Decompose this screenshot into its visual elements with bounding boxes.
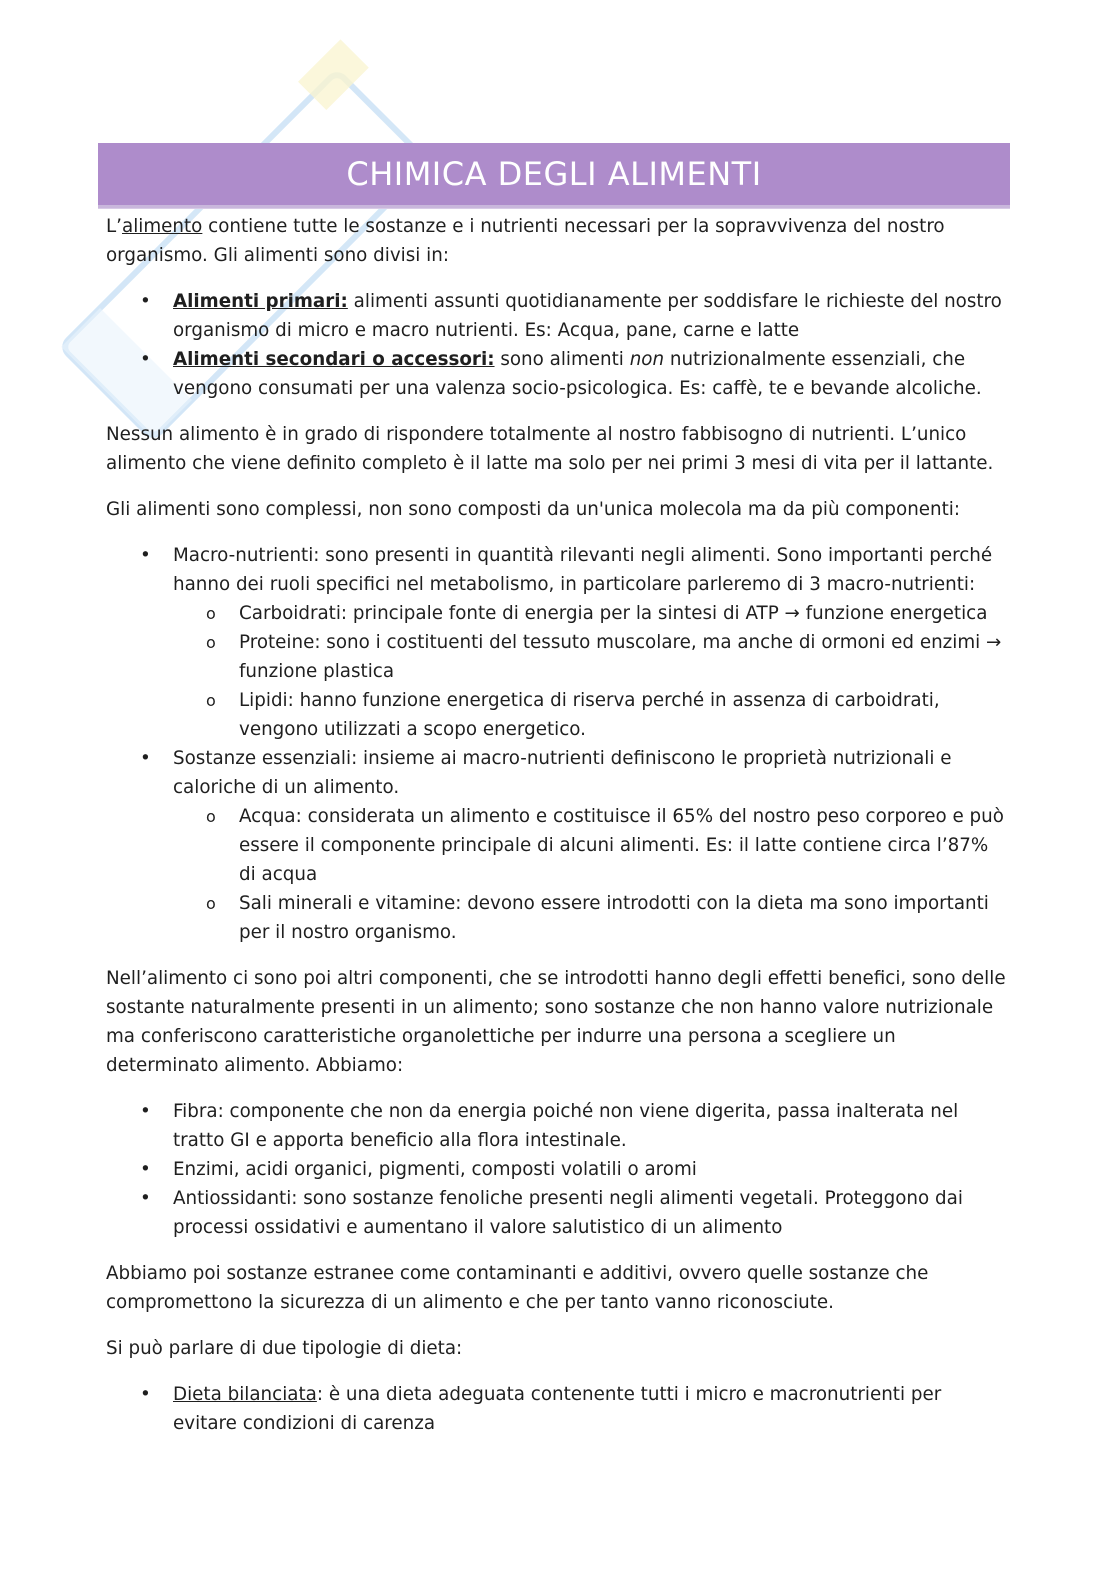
document-body: [106, 212, 1006, 1455]
macro-sublist: [173, 599, 1006, 744]
sublist-item: o Proteine: sono i costituenti del tessuto muscolare, ma anche di ormoni ed enzimi → funzione plastica: [106, 628, 1006, 686]
sublist-item: o Acqua: considerata un alimento e costituisce il 65% del nostro peso corporeo e può essere il componente principale di alcuni alimenti. Es: il latte contiene circa l’87% di acqua: [106, 802, 1006, 889]
definition-text: alimenti assunti quotidianamente per soddisfare le richieste del nostro organismo di micro e macro nutrienti. Es: Acqua, pane, carne e latte: [173, 291, 1002, 341]
paragraph-alimenti-complessi: Gli alimenti sono complessi, non sono composti da un'unica molecola ma da più componenti:: [106, 499, 961, 520]
list-item-essential: [106, 744, 1006, 947]
intro-text-rest: contiene tutte le sostanze e i nutrienti necessari per la sopravvivenza del nostro organismo. Gli alimenti sono divisi in:: [106, 216, 945, 266]
essential-text: Sostanze essenziali: insieme ai macro-nutrienti definiscono le proprietà nutrizionali e caloriche di un alimento.: [173, 748, 952, 798]
intro-underlined-term: alimento: [122, 216, 203, 237]
sublist-item: o Carboidrati: principale fonte di energia per la sintesi di ATP → funzione energetica: [106, 599, 1006, 628]
macro-text: Macro-nutrienti: sono presenti in quantità rilevanti negli alimenti. Sono importanti perché hanno dei ruoli specifici nel metabolismo, in particolare parleremo di 3 macro-nutrienti:: [173, 545, 993, 595]
essential-sublist: [173, 802, 1006, 947]
page-title: CHIMICA DEGLI ALIMENTI: [346, 155, 762, 193]
list-item: [106, 1380, 1006, 1438]
paragraph-tipologie-dieta: Si può parlare di due tipologie di dieta:: [106, 1338, 463, 1359]
food-types-list: [106, 287, 1006, 403]
list-item: • Enzimi, acidi organici, pigmenti, composti volatili o aromi: [106, 1155, 1006, 1184]
intro-paragraph: [106, 212, 1006, 270]
italic-word: non: [629, 349, 665, 370]
list-item: [106, 345, 1006, 403]
paragraph-nessun-alimento: Nessun alimento è in grado di rispondere totalmente al nostro fabbisogno di nutrienti. L’unico alimento che viene definito completo è il latte ma solo per nei primi 3 mesi di vita per il lattante.: [106, 424, 994, 474]
term-secondary-foods: Alimenti secondari o accessori:: [173, 349, 495, 370]
sublist-item: o Sali minerali e vitamine: devono essere introdotti con la dieta ma sono importanti per il nostro organismo.: [106, 889, 1006, 947]
definition-text: : è una dieta adeguata contenente tutti i micro e macronutrienti per evitare condizioni di carenza: [173, 1384, 942, 1434]
definition-text: nutrizionalmente essenziali, che vengono consumati per una valenza socio-psicologica. Es: caffè, te e bevande alcoliche.: [173, 349, 982, 399]
term-primary-foods: Alimenti primari:: [173, 291, 348, 312]
sublist-item: o Lipidi: hanno funzione energetica di riserva perché in assenza di carboidrati, vengono utilizzati a scopo energetico.: [106, 686, 1006, 744]
list-item: [106, 287, 1006, 345]
diet-list: [106, 1380, 1006, 1438]
paragraph-sostanze-estranee: Abbiamo poi sostanze estranee come contaminanti e additivi, ovvero quelle sostanze che compromettono la sicurezza di un alimento e che per tanto vanno riconosciute.: [106, 1263, 929, 1313]
definition-text: sono alimenti: [494, 349, 630, 370]
components-list: [106, 541, 1006, 947]
list-item: • Fibra: componente che non da energia poiché non viene digerita, passa inalterata nel tratto GI e apporta beneficio alla flora intestinale.: [106, 1097, 1006, 1155]
title-banner: [98, 143, 1010, 208]
intro-text: L’: [106, 216, 122, 237]
paragraph-altri-componenti: Nell’alimento ci sono poi altri componenti, che se introdotti hanno degli effetti benefici, sono delle sostante naturalmente presenti in un alimento; sono sostanze che non hanno valore nutrizionale ma conferiscono caratteristiche organolettiche per indurre una persona a scegliere un determinato alimento. Abbiamo:: [106, 968, 1006, 1076]
list-item-macronutrients: [106, 541, 1006, 744]
term-balanced-diet: Dieta bilanciata: [173, 1384, 317, 1405]
other-components-list: [106, 1097, 1006, 1242]
list-item: • Antiossidanti: sono sostanze fenoliche presenti negli alimenti vegetali. Proteggono dai processi ossidativi e aumentano il valore salutistico di un alimento: [106, 1184, 1006, 1242]
